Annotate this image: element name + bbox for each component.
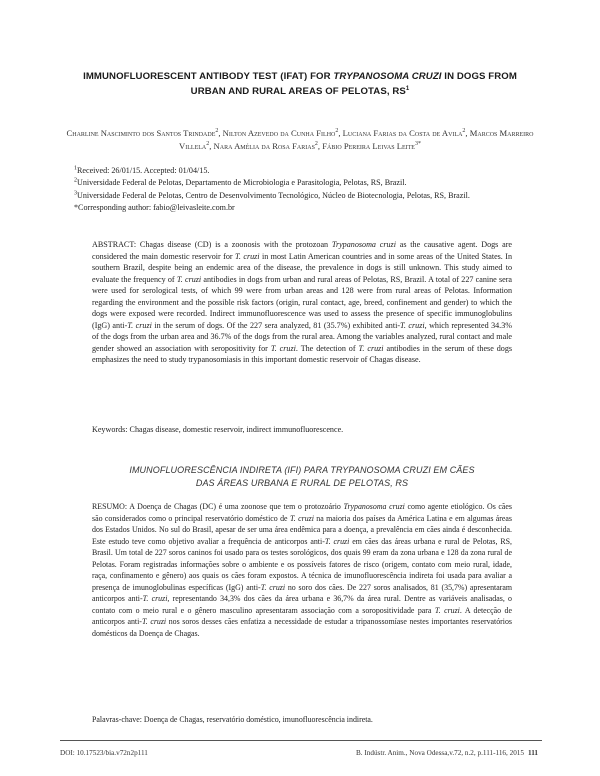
author: Charline Nasciminto dos Santos Trindade xyxy=(66,128,216,138)
corresponding-author: *Corresponding author: fabio@leivasleite.com.br xyxy=(74,203,235,213)
title-line-1: IMMUNOFLUORESCENT ANTIBODY TEST (IFAT) FOR TRYPANOSOMA CRUZI IN DOGS FROM xyxy=(83,71,517,82)
received-date: $^1$Received: 26/01/15. Accepted: 01/04/15. xyxy=(74,165,210,175)
footer-divider xyxy=(60,740,542,741)
abstract: ABSTRACT: Chagas disease (CD) is a zoonosis with the protozoan Trypanosoma cruzi as the causative agent. Dogs are considered the main domestic reservoir for T. cruzi in most Latin American countries and in some areas of the United States. In southern Brazil, despite being an endemic area of the disease, the prevalence in dogs is still unknown. This study aimed to evaluate the frequency of T. cruzi antibodies in dogs from urban and rural areas of Pelotas, RS, Brazil. A total of 227 canine sera were used for serological tests, of which 99 were from urban areas and 128 were from rural areas of Pelotas. Information regarding the environment and the possible risk factors (origin, rural contact, age, breed, confinement and gender) to which the dogs were exposed were recorded. Indirect immunofluorescence was used to assess the presence of specific immunoglobulins (IgG) anti-T. cruzi in the serum of dogs. Of the 227 sera analyzed, 81 (35.7%) exhibited anti-T. cruzi, which represented 34.3% of the dogs from the urban area and 36.7% of the dogs from the rural area. Among the variables analyzed, rural contact and male gender showed an association with seropositivity for T. cruzi. The detection of T. cruzi antibodies in the serum of these dogs emphasizes the need to study trypanosomiasis in this important domestic reservoir of Chagas disease. xyxy=(92,240,513,364)
author: Nara Amélia da Rosa Farias xyxy=(213,141,315,151)
doi: DOI: 10.17523/bia.v72n2p111 xyxy=(60,749,148,757)
keywords: Keywords: Chagas disease, domestic reservoir, indirect immunofluorescence. xyxy=(92,425,344,434)
author: Fábio Pereira Leivas Leite xyxy=(322,141,415,151)
paper-title xyxy=(60,69,540,99)
affiliation-3: $^3$Universidade Federal de Pelotas, Centro de Desenvolvimento Tecnológico, Núcleo de Biotecnologia, Pelotas, RS, Brazil. xyxy=(74,190,470,200)
affiliations xyxy=(74,165,544,215)
title-species: TRYPANOSOMA CRUZI xyxy=(333,71,442,82)
palavras-chave: Palavras-chave: Doença de Chagas, reservatório doméstico, imunofluorescência indireta. xyxy=(92,715,373,724)
resumo: RESUMO: A Doença de Chagas (DC) é uma zoonose que tem o protozoário Trypanosoma cruzi como agente etiológico. Os cães são considerados como o principal reservatório doméstico de T. cruzi na maioria dos países da América Latina e em algumas áreas dos Estados Unidos. No sul do Brasil, apesar de ser uma área endêmica para a doença, a prevalência em cães ainda é desconhecida. Este estudo teve como objetivo avaliar a frequência de anticorpos anti-T. cruzi em cães das áreas urbana e rural de Pelotas, RS, Brasil. Um total de 227 soros caninos foi usado para os testes sorológicos, dos quais 99 eram da zona urbana e 128 da zona rural de Pelotas. Foram registradas informações sobre o ambiente e os possíveis fatores de risco (origem, contato com meio rural, idade, raça, confinamento e gênero) aos quais os cães foram expostos. A técnica de imunofluorescência indireta foi usada para avaliar a presença de imunoglobulinas específicas (IgG) anti-T. cruzi no soro dos cães. De 227 soros analisados, 81 (35,7%) apresentaram anticorpos anti-T. cruzi, representando 34,3% dos cães da área urbana e 36,7% da área rural. Dentre as variáveis analisadas, o contato com o meio rural e o gênero masculino apresentaram associação com a soropositividade para T. cruzi. A detecção de anticorpos anti-T. cruzi nos soros desses cães enfatiza a necessidade de estudar a tripanossomíase nestes importantes reservatórios domésticos da Doença de Chagas. xyxy=(92,502,513,638)
author: Marcos Marreiro Villela xyxy=(179,128,534,151)
title-line-2: URBAN AND RURAL AREAS OF PELOTAS, $RS^1$ xyxy=(190,85,410,97)
journal-citation: B. Indústr. Anim., Nova Odessa,v.72, n.2, p.111-116, 2015 111 xyxy=(355,749,538,757)
portuguese-title: IMUNOFLUORESCÊNCIA INDIRETA (IFI) PARA TRYPANOSOMA CRUZI EM CÃES DAS ÁREAS URBANA E RURAL DE PELOTAS, RS xyxy=(129,465,475,488)
affiliation-2: $^2$Universidade Federal de Pelotas, Departamento de Microbiologia e Parasitologia, Pelotas, RS, Brazil. xyxy=(74,177,407,188)
author: Nilton Azevedo da Cunha Filho xyxy=(222,128,336,138)
author-list: Charline Nasciminto dos Santos Trindade$^2$, Nilton Azevedo da Cunha Filho$^2$, Luciana Farias da Costa de Avila$^2$, Marcos Marreiro Villela$^2$, Nara Amélia da Rosa Farias$^2$, Fábio Pereira Leivas Leite$^{3*}$ xyxy=(66,128,534,151)
page-number: 111 xyxy=(528,749,538,757)
author: Luciana Farias da Costa de Avila xyxy=(342,128,463,138)
